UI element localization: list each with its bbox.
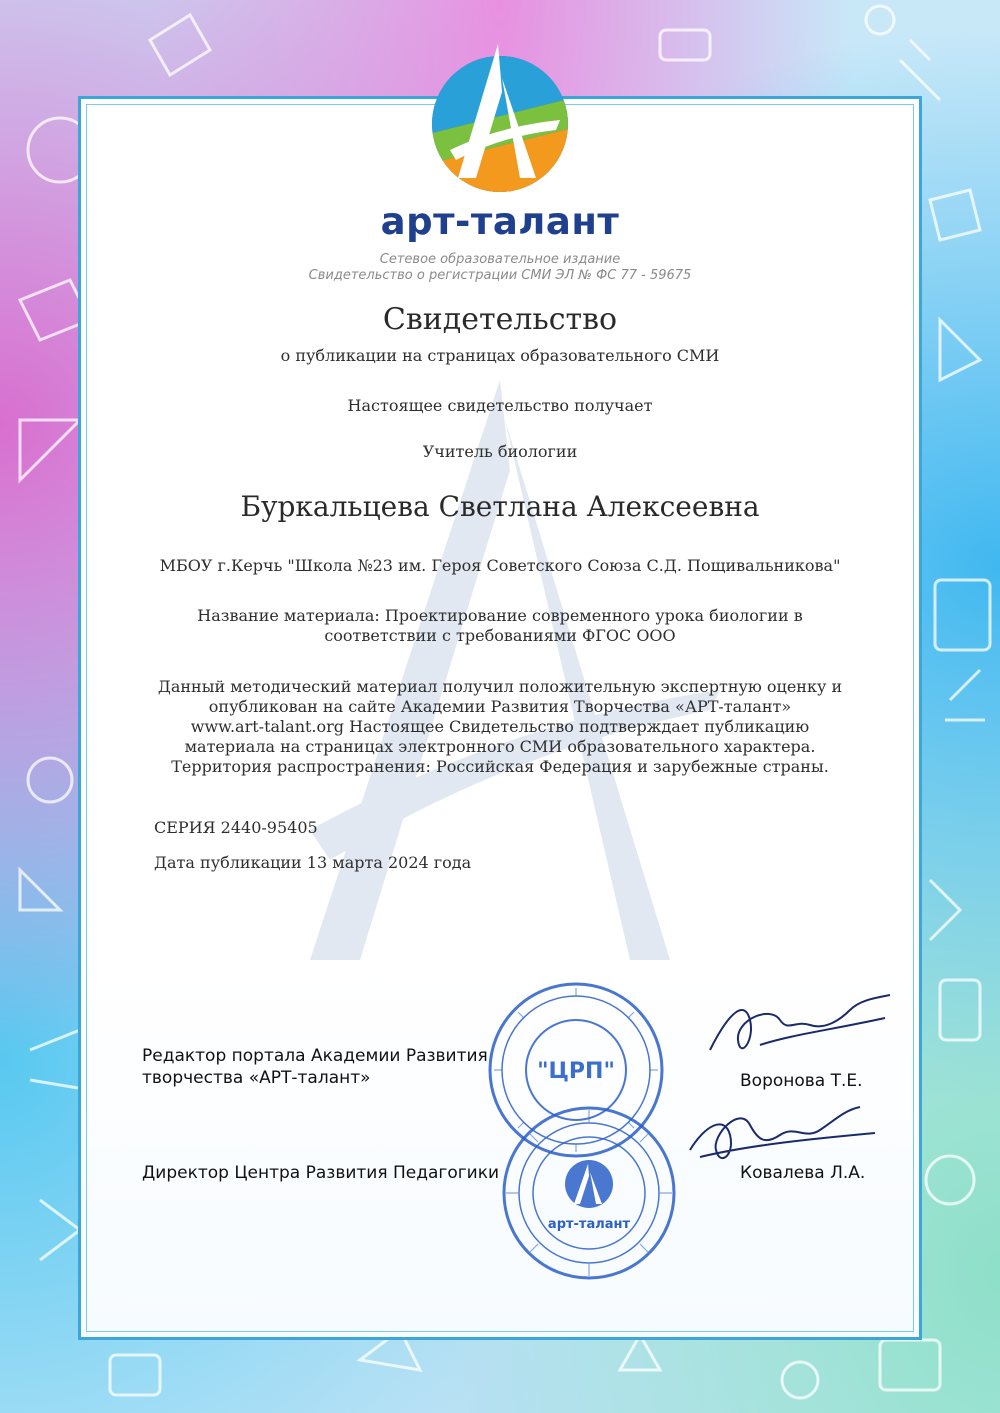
- editor-name: Воронова Т.Е.: [740, 1071, 863, 1091]
- body-line: Данный методический материал получил положительную экспертную оценку и: [157, 677, 843, 696]
- institution-name: МБОУ г.Керчь "Школа №23 им. Героя Советского Союза С.Д. Пощивальникова": [159, 556, 841, 575]
- body-line: опубликован на сайте Академии Развития Творчества «АРТ-талант»: [208, 697, 792, 716]
- crp-seal-label: "ЦРП": [537, 1059, 615, 1084]
- editor-signature: [700, 990, 900, 1070]
- recipient-position: Учитель биологии: [422, 442, 578, 461]
- publication-date: Дата публикации 13 марта 2024 года: [154, 853, 472, 872]
- registration-info: Свидетельство о регистрации СМИ ЭЛ № ФС 77 - 59675: [308, 268, 692, 283]
- director-signature: [680, 1095, 880, 1175]
- material-title-line2: соответствии с требованиями ФГОС ООО: [324, 626, 676, 645]
- material-title-line1: Название материала: Проектирование современного урока биологии в: [197, 606, 803, 625]
- body-line: Территория распространения: Российская Федерация и зарубежные страны.: [171, 757, 829, 776]
- editor-role: [142, 1045, 488, 1089]
- editor-role-line2: творчества «АРТ-талант»: [142, 1068, 371, 1088]
- certificate-subtitle: о публикации на страницах образовательного СМИ: [280, 346, 720, 365]
- director-name: Ковалева Л.А.: [740, 1163, 866, 1183]
- certificate-title: Свидетельство: [382, 302, 618, 337]
- body-line: www.art-talant.org Настоящее Свидетельство подтверждает публикацию: [190, 717, 810, 736]
- art-talant-logo-icon: [428, 38, 572, 198]
- body-line: материала на страницах электронного СМИ образовательного характера.: [184, 737, 816, 756]
- art-talant-seal-stamp: [500, 1104, 678, 1282]
- director-role: Директор Центра Развития Педагогики: [142, 1163, 500, 1183]
- receives-text: Настоящее свидетельство получает: [347, 396, 653, 415]
- editor-role-line1: Редактор портала Академии Развития: [142, 1046, 488, 1066]
- brand-name: арт-талант: [380, 200, 620, 243]
- recipient-name: Буркальцева Светлана Алексеевна: [240, 490, 760, 523]
- art-talant-seal-label: арт-талант: [547, 1217, 631, 1232]
- certificate-series: СЕРИЯ 2440-95405: [154, 818, 318, 837]
- publication-type: Сетевое образовательное издание: [379, 252, 621, 267]
